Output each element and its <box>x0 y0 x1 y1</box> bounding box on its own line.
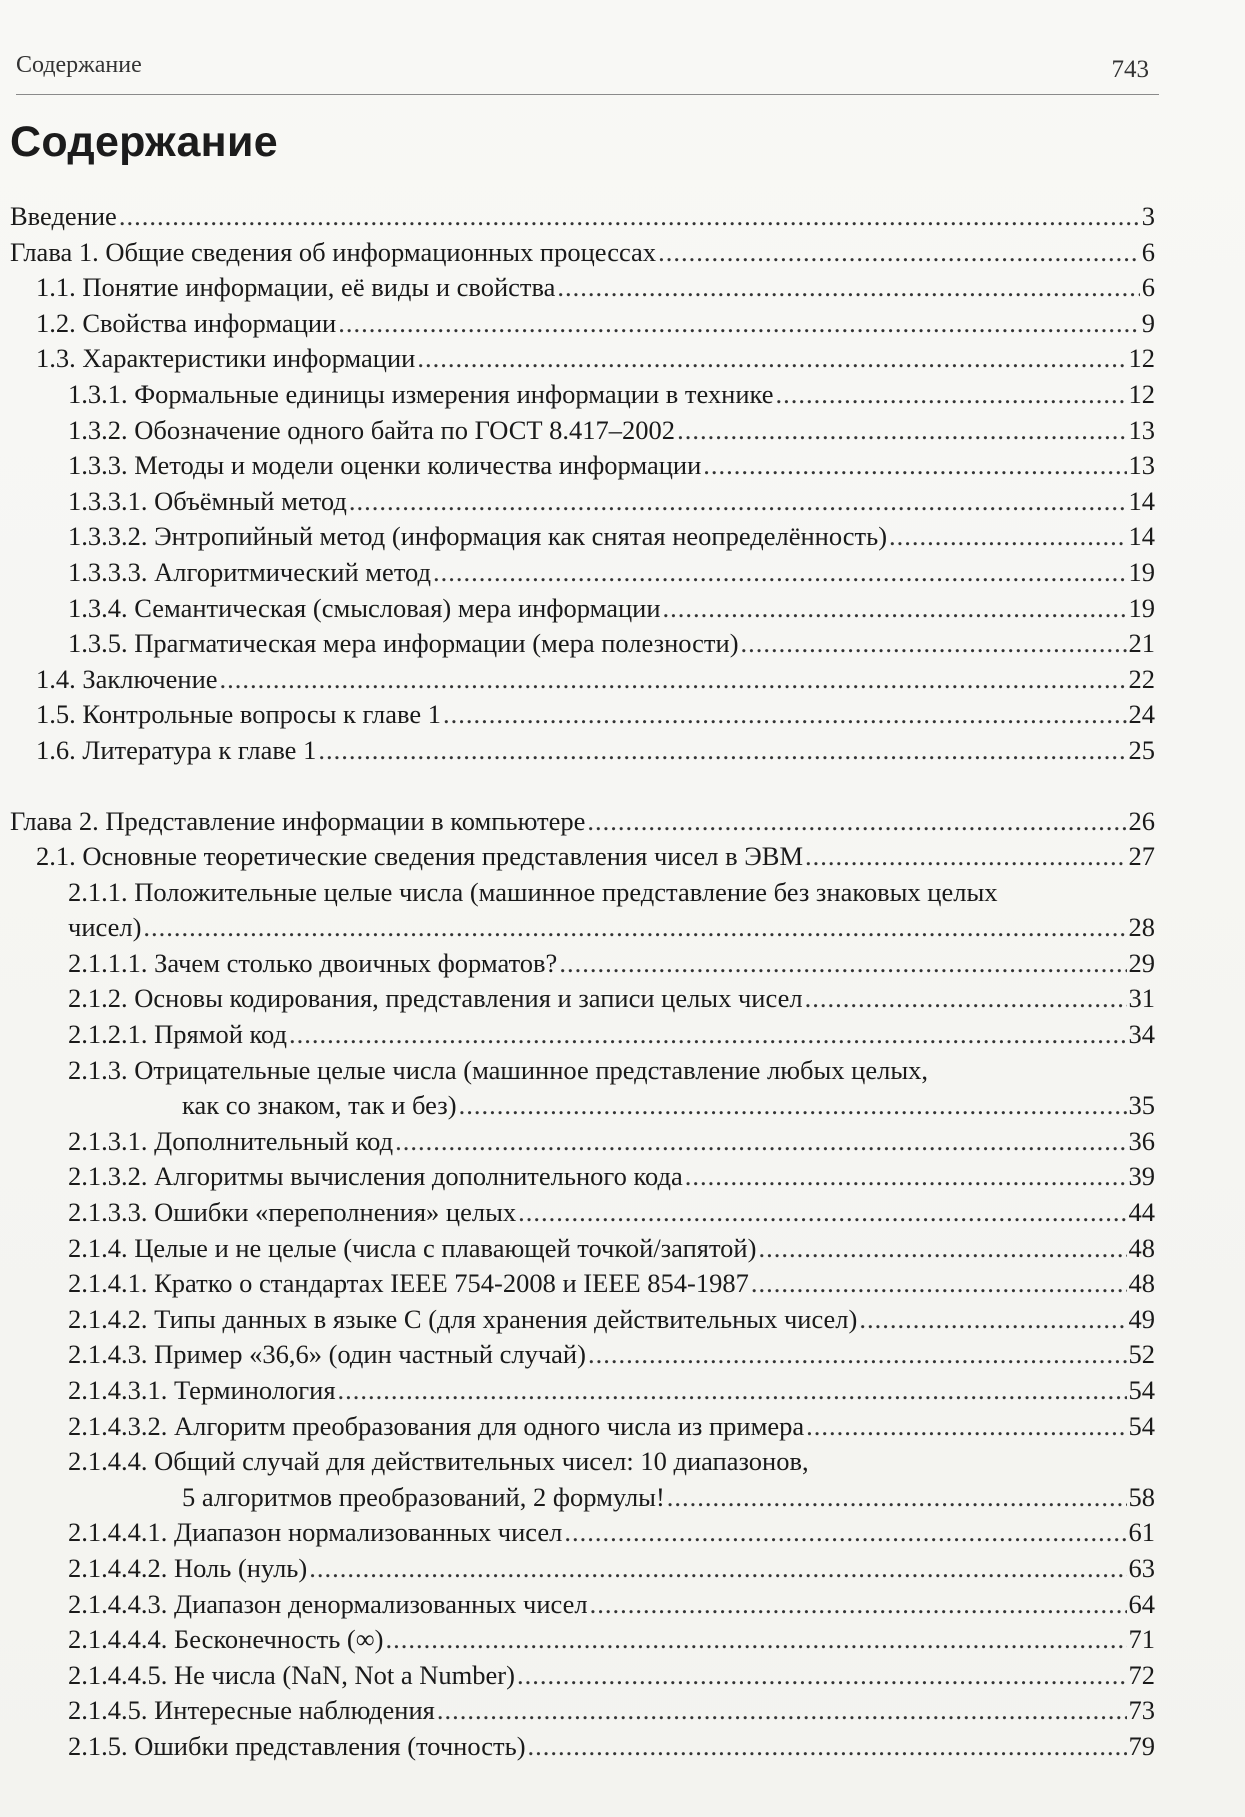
toc-entry-page: 26 <box>1128 805 1155 836</box>
toc-entry-title: 2.1.1. Положительные целые числа (машинное представление без знаковых целых <box>68 876 998 907</box>
toc-entry-2-1[interactable] <box>10 839 1155 875</box>
dot-leader <box>289 1017 1126 1053</box>
toc-entry-2-1-4-1[interactable] <box>10 1266 1155 1302</box>
dot-leader <box>587 804 1126 840</box>
dot-leader <box>658 235 1140 271</box>
toc-entry-page: 79 <box>1128 1730 1155 1761</box>
toc-entry-1-5[interactable] <box>10 697 1155 733</box>
toc-entry-title: 2.1.4.4.5. Не числа (NaN, Not a Number) <box>68 1659 515 1690</box>
dot-leader <box>559 946 1126 982</box>
toc-entry-2-1-2[interactable] <box>10 981 1155 1017</box>
toc-entry-2-1-5[interactable] <box>10 1729 1155 1765</box>
dot-leader <box>588 1337 1127 1373</box>
dot-leader <box>433 555 1126 591</box>
dot-leader <box>667 1480 1127 1516</box>
toc-entry-page: 12 <box>1128 343 1155 374</box>
toc-entry-chapter-2[interactable] <box>10 804 1155 840</box>
toc-entry-title: Глава 1. Общие сведения об информационных процессах <box>10 236 657 267</box>
dot-leader <box>751 1266 1127 1302</box>
dot-leader <box>528 1729 1127 1765</box>
toc-entry-page: 3 <box>1141 201 1155 231</box>
toc-entry-page: 25 <box>1128 734 1155 765</box>
table-of-contents <box>10 199 1155 1765</box>
toc-entry-1-6[interactable] <box>10 733 1155 769</box>
dot-leader <box>349 484 1127 520</box>
toc-entry-page: 54 <box>1128 1375 1155 1405</box>
toc-entry-page: 13 <box>1128 414 1155 445</box>
dot-leader <box>564 1515 1126 1551</box>
toc-entry-page: 64 <box>1128 1588 1155 1619</box>
toc-entry-title: 2.1.5. Ошибки представления (точность) <box>68 1730 526 1761</box>
dot-leader <box>517 1658 1127 1694</box>
toc-entry-page: 36 <box>1128 1125 1155 1156</box>
toc-entry-page: 34 <box>1128 1019 1155 1050</box>
toc-entry-page: 52 <box>1128 1339 1155 1370</box>
toc-entry-1-3-4[interactable] <box>10 591 1155 627</box>
toc-entry-page: 44 <box>1128 1197 1155 1228</box>
toc-entry-2-1-4-2[interactable] <box>10 1302 1155 1338</box>
toc-entry-page: 73 <box>1128 1695 1155 1726</box>
toc-entry-title: 2.1.4. Целые и не целые (числа с плавающей точкой/запятой) <box>68 1232 757 1263</box>
toc-entry-title: 2.1.3. Отрицательные целые числа (машинное представление любых целых, <box>68 1054 929 1085</box>
toc-entry-title: 1.1. Понятие информации, её виды и свойства <box>36 272 556 303</box>
dot-leader <box>758 1231 1126 1267</box>
dot-leader <box>417 341 1126 377</box>
dot-leader <box>338 1373 1127 1409</box>
toc-entry-1-4[interactable] <box>10 662 1155 698</box>
toc-entry-page: 54 <box>1128 1410 1155 1441</box>
toc-entry-1-3-1[interactable] <box>10 377 1155 413</box>
toc-entry-page: 13 <box>1128 450 1155 481</box>
toc-entry-page: 49 <box>1128 1303 1155 1334</box>
toc-entry-1-3-3-1[interactable] <box>10 484 1155 520</box>
toc-entry-2-1-3[interactable] <box>10 1053 1155 1089</box>
dot-leader <box>459 1088 1127 1124</box>
toc-entry-title: 1.4. Заключение <box>36 663 218 694</box>
toc-heading: Содержание <box>10 118 278 166</box>
toc-entry-1-3[interactable] <box>10 341 1155 377</box>
toc-entry-1-3-3-3[interactable] <box>10 555 1155 591</box>
toc-entry-page: 29 <box>1128 947 1155 978</box>
dot-leader <box>220 662 1127 698</box>
toc-entry-page: 28 <box>1128 912 1155 943</box>
toc-entry-1-3-3-2[interactable] <box>10 519 1155 555</box>
toc-entry-title-continuation: чисел) <box>68 912 142 943</box>
toc-entry-2-1-4-4[interactable] <box>10 1444 1155 1480</box>
toc-entry-page: 9 <box>1141 307 1155 338</box>
dot-leader <box>443 697 1126 733</box>
toc-entry-title: 2.1.2. Основы кодирования, представления и записи целых чисел <box>68 983 803 1014</box>
toc-entry-title: 2.1.4.4.3. Диапазон денормализованных чисел <box>68 1588 588 1619</box>
dot-leader <box>338 306 1140 342</box>
toc-entry-title: 1.5. Контрольные вопросы к главе 1 <box>36 699 442 730</box>
toc-entry-2-1-2-1[interactable] <box>10 1017 1155 1053</box>
toc-entry-title: 1.3. Характеристики информации <box>36 343 416 374</box>
dot-leader <box>805 839 1126 875</box>
toc-entry-2-1-3-3[interactable] <box>10 1195 1155 1231</box>
toc-entry-page: 35 <box>1128 1090 1155 1121</box>
toc-entry-2-1-4-4-2[interactable] <box>10 1551 1155 1587</box>
dot-leader <box>318 733 1126 769</box>
toc-entry-page: 63 <box>1128 1552 1155 1583</box>
toc-entry-page: 71 <box>1128 1624 1155 1655</box>
running-header <box>16 50 1159 95</box>
dot-leader <box>143 910 1126 946</box>
toc-entry-title-continuation: 5 алгоритмов преобразований, 2 формулы! <box>182 1481 665 1512</box>
toc-entry-chapter-1[interactable] <box>10 235 1155 271</box>
toc-entry-page: 6 <box>1141 272 1155 303</box>
toc-entry-2-1-4-5[interactable] <box>10 1693 1155 1729</box>
toc-entry-2-1-4-4-3[interactable] <box>10 1587 1155 1623</box>
dot-leader <box>775 377 1126 413</box>
toc-entry-2-1-1-continuation[interactable] <box>10 910 1155 946</box>
toc-entry-title: 2.1.1.1. Зачем столько двоичных форматов? <box>68 947 558 978</box>
toc-entry-title: 1.3.1. Формальные единицы измерения информации в технике <box>68 378 774 409</box>
toc-entry-title: 1.2. Свойства информации <box>36 307 337 338</box>
page-number: 743 <box>1111 56 1149 83</box>
toc-entry-page: 19 <box>1128 592 1155 623</box>
toc-entry-2-1-4-4-5[interactable] <box>10 1658 1155 1694</box>
toc-entry-page: 24 <box>1128 699 1155 730</box>
toc-entry-title: 1.3.3.1. Объёмный метод <box>68 485 347 516</box>
toc-entry-1-3-3[interactable] <box>10 448 1155 484</box>
dot-leader <box>703 448 1126 484</box>
toc-entry-page: 6 <box>1141 236 1155 267</box>
toc-entry-title: 2.1.4.3.1. Терминология <box>68 1375 336 1405</box>
toc-entry-1-3-5[interactable] <box>10 626 1155 662</box>
toc-entry-intro[interactable] <box>10 199 1155 235</box>
chapter-gap <box>10 769 1155 804</box>
toc-entry-title: 2.1.4.4. Общий случай для действительных чисел: 10 диапазонов, <box>68 1446 809 1477</box>
toc-entry-page: 31 <box>1128 983 1155 1014</box>
dot-leader <box>518 1195 1126 1231</box>
dot-leader <box>309 1551 1126 1587</box>
toc-entry-title: 2.1.4.2. Типы данных в языке С (для хранения действительных чисел) <box>68 1303 858 1334</box>
toc-entry-page: 48 <box>1128 1268 1155 1299</box>
toc-entry-title: 1.3.5. Прагматическая мера информации (мера полезности) <box>68 628 739 659</box>
toc-entry-2-1-3-continuation[interactable] <box>10 1088 1155 1124</box>
toc-entry-title: 2.1.3.3. Ошибки «переполнения» целых <box>68 1197 517 1228</box>
dot-leader <box>385 1622 1126 1658</box>
toc-entry-2-1-4-3-2[interactable] <box>10 1409 1155 1445</box>
dot-leader <box>663 591 1127 627</box>
toc-entry-title: 2.1.4.5. Интересные наблюдения <box>68 1695 435 1726</box>
dot-leader <box>677 413 1126 449</box>
toc-entry-title: Введение <box>10 201 117 231</box>
toc-entry-title: 2.1.3.2. Алгоритмы вычисления дополнительного кода <box>68 1161 683 1192</box>
toc-entry-page: 39 <box>1128 1161 1155 1192</box>
toc-entry-title: 2.1.4.3. Пример «36,6» (один частный случай) <box>68 1339 586 1370</box>
toc-entry-title: 2.1.2.1. Прямой код <box>68 1019 288 1050</box>
toc-entry-page: 48 <box>1128 1232 1155 1263</box>
toc-entry-page: 14 <box>1128 485 1155 516</box>
toc-entry-1-2[interactable] <box>10 306 1155 342</box>
toc-entry-title: 2.1.4.1. Кратко о стандартах IEEE 754-2008 и IEEE 854-1987 <box>68 1268 749 1299</box>
toc-entry-title: 2.1. Основные теоретические сведения представления чисел в ЭВМ <box>36 841 804 872</box>
toc-entry-page: 61 <box>1128 1517 1155 1548</box>
dot-leader <box>590 1587 1127 1623</box>
toc-entry-title: 2.1.4.3.2. Алгоритм преобразования для одного числа из примера <box>68 1410 805 1441</box>
dot-leader <box>859 1302 1126 1338</box>
toc-entry-title: 2.1.4.4.4. Бесконечность (∞) <box>68 1624 384 1655</box>
toc-entry-1-1[interactable] <box>10 270 1155 306</box>
toc-entry-page: 14 <box>1128 521 1155 552</box>
toc-entry-title: 1.3.3.3. Алгоритмический метод <box>68 556 432 587</box>
toc-entry-2-1-1-1[interactable] <box>10 946 1155 982</box>
toc-entry-2-1-3-1[interactable] <box>10 1124 1155 1160</box>
toc-entry-page: 22 <box>1128 663 1155 694</box>
toc-entry-2-1-3-2[interactable] <box>10 1159 1155 1195</box>
toc-entry-title: 2.1.3.1. Дополнительный код <box>68 1125 394 1156</box>
toc-entry-2-1-4-4-1[interactable] <box>10 1515 1155 1551</box>
toc-entry-page: 58 <box>1128 1481 1155 1512</box>
toc-entry-title: 1.3.3. Методы и модели оценки количества информации <box>68 450 702 481</box>
toc-entry-title: Глава 2. Представление информации в компьютере <box>10 805 586 836</box>
running-header-title: Содержание <box>16 52 142 78</box>
dot-leader <box>557 270 1139 306</box>
toc-entry-page: 72 <box>1128 1659 1155 1690</box>
toc-entry-page: 19 <box>1128 556 1155 587</box>
toc-entry-2-1-4[interactable] <box>10 1231 1155 1267</box>
dot-leader <box>395 1124 1126 1160</box>
toc-entry-title: 2.1.4.4.2. Ноль (нуль) <box>68 1552 308 1583</box>
toc-entry-2-1-4-3[interactable] <box>10 1337 1155 1373</box>
toc-entry-title: 1.3.3.2. Энтропийный метод (информация как снятая неопределённость) <box>68 521 888 552</box>
toc-entry-title-continuation: как со знаком, так и без) <box>182 1090 457 1121</box>
dot-leader <box>806 1409 1126 1445</box>
dot-leader <box>741 626 1127 662</box>
toc-entry-title: 2.1.4.4.1. Диапазон нормализованных чисел <box>68 1517 563 1548</box>
toc-entry-2-1-4-4-4[interactable] <box>10 1622 1155 1658</box>
dot-leader <box>119 199 1140 235</box>
toc-entry-1-3-2[interactable] <box>10 413 1155 449</box>
dot-leader <box>437 1693 1127 1729</box>
toc-entry-page: 27 <box>1128 841 1155 872</box>
toc-entry-2-1-4-3-1[interactable] <box>10 1373 1155 1409</box>
toc-entry-2-1-4-4-continuation[interactable] <box>10 1480 1155 1516</box>
dot-leader <box>805 981 1127 1017</box>
toc-entry-title: 1.3.2. Обозначение одного байта по ГОСТ 8.417–2002 <box>68 414 676 445</box>
toc-entry-page: 12 <box>1128 378 1155 409</box>
toc-entry-title: 1.6. Литература к главе 1 <box>36 734 317 765</box>
dot-leader <box>889 519 1126 555</box>
toc-entry-page: 21 <box>1128 628 1155 659</box>
dot-leader <box>685 1159 1127 1195</box>
toc-entry-title: 1.3.4. Семантическая (смысловая) мера информации <box>68 592 661 623</box>
toc-entry-2-1-1[interactable] <box>10 875 1155 911</box>
